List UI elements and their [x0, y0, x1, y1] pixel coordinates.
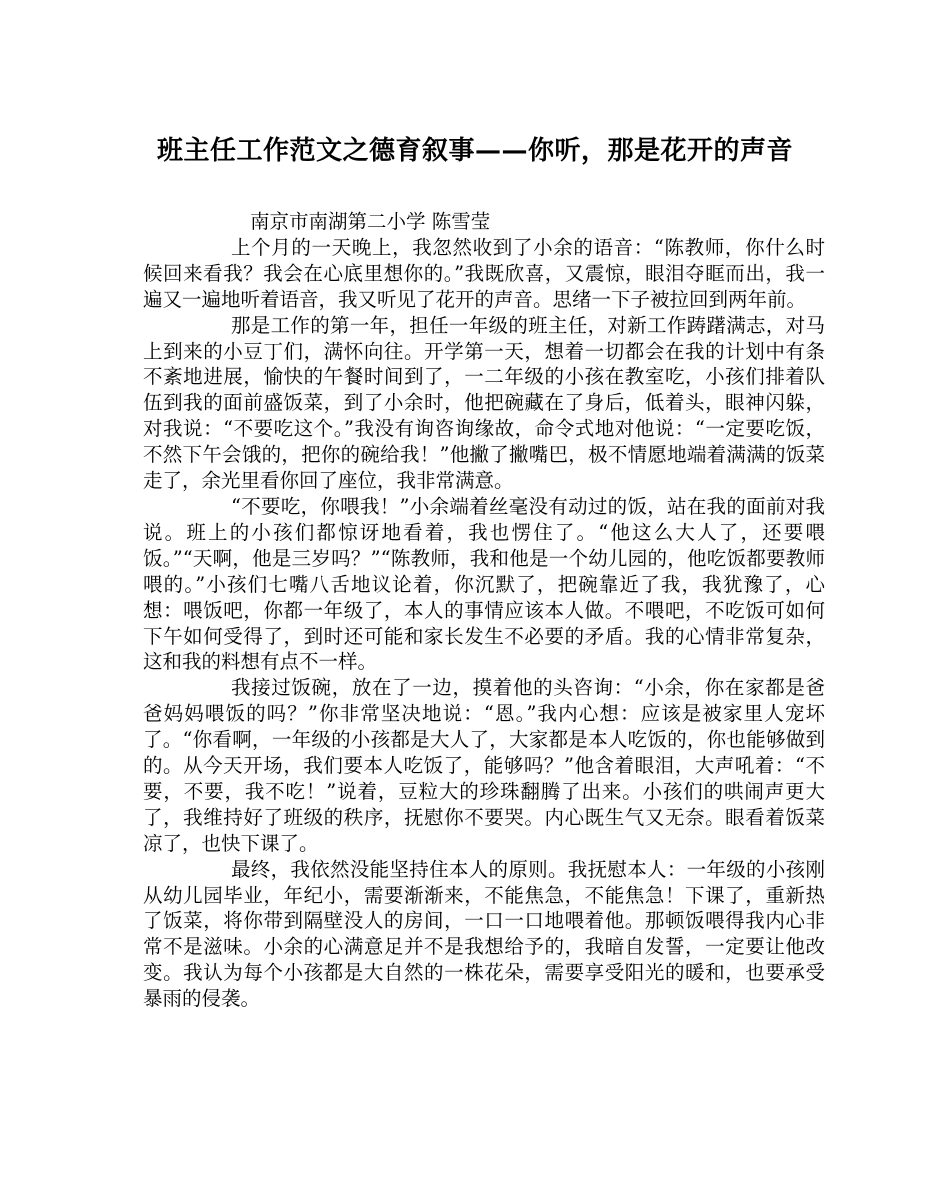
paragraph-5: 最终，我依然没能坚持住本人的原则。我抚慰本人：一年级的小孩刚从幼儿园毕业，年纪小，需要渐渐来，不能焦急，不能焦急！下课了，重新热了饭菜，将你带到隔壁没人的房间，一口一口地喂着他。那顿饭喂得我内心非常不是滋味。小余的心满意足并不是我想给予的，我暗自发誓，一定要让他改变。我认为每个小孩都是大自然的一株花朵，需要享受阳光的暖和，也要承受暴雨的侵袭。 — [143, 857, 825, 1011]
paragraph-1: 上个月的一天晚上，我忽然收到了小余的语音：“陈教师，你什么时候回来看我？我会在心底里想你的。”我既欣喜，又震惊，眼泪夺眶而出，我一遍又一遍地听着语音，我又听见了花开的声音。思绪一下子被拉回到两年前。 — [143, 235, 825, 311]
author-byline: 南京市南湖第二小学 陈雪莹 — [250, 210, 491, 233]
paragraph-3: “不要吃，你喂我！”小余端着丝毫没有动过的饭，站在我的面前对我说。班上的小孩们都惊讶地看着，我也愣住了。“他这么大人了，还要喂饭。”“天啊，他是三岁吗？”“陈教师，我和他是一个幼儿园的，他吃饭都要教师喂的。”小孩们七嘴八舌地议论着，你沉默了，把碗靠近了我，我犹豫了，心想：喂饭吧，你都一年级了，本人的事情应该本人做。不喂吧，不吃饭可如何下午如何受得了，到时还可能和家长发生不必要的矛盾。我的心情非常复杂，这和我的料想有点不一样。 — [143, 494, 825, 674]
document-title: 班主任工作范文之德育叙事——你听，那是花开的声音 — [156, 136, 793, 166]
document-body — [143, 209, 825, 1012]
paragraph-2: 那是工作的第一年，担任一年级的班主任，对新工作踌躇满志，对马上到来的小豆丁们，满怀向往。开学第一天，想着一切都会在我的计划中有条不紊地进展，愉快的午餐时间到了，一二年级的小孩在教室吃，小孩们排着队伍到我的面前盛饭菜，到了小余时，他把碗藏在了身后，低着头，眼神闪躲，对我说：“不要吃这个。”我没有询咨询缘故，命令式地对他说：“一定要吃饭，不然下午会饿的，把你的碗给我！”他撇了撇嘴巴，极不情愿地端着满满的饭菜走了，余光里看你回了座位，我非常满意。 — [143, 313, 825, 493]
paragraph-4: 我接过饭碗，放在了一边，摸着他的头咨询：“小余，你在家都是爸爸妈妈喂饭的吗？”你非常坚决地说：“恩。”我内心想：应该是被家里人宠坏了。“你看啊，一年级的小孩都是大人了，大家都是本人吃饭的，你也能够做到的。从今天开场，我们要本人吃饭了，能够吗？”他含着眼泪，大声吼着：“不要，不要，我不吃！”说着，豆粒大的珍珠翻腾了出来。小孩们的哄闹声更大了，我维持好了班级的秩序，抚慰你不要哭。内心既生气又无奈。眼看着饭菜凉了，也快下课了。 — [143, 676, 825, 855]
